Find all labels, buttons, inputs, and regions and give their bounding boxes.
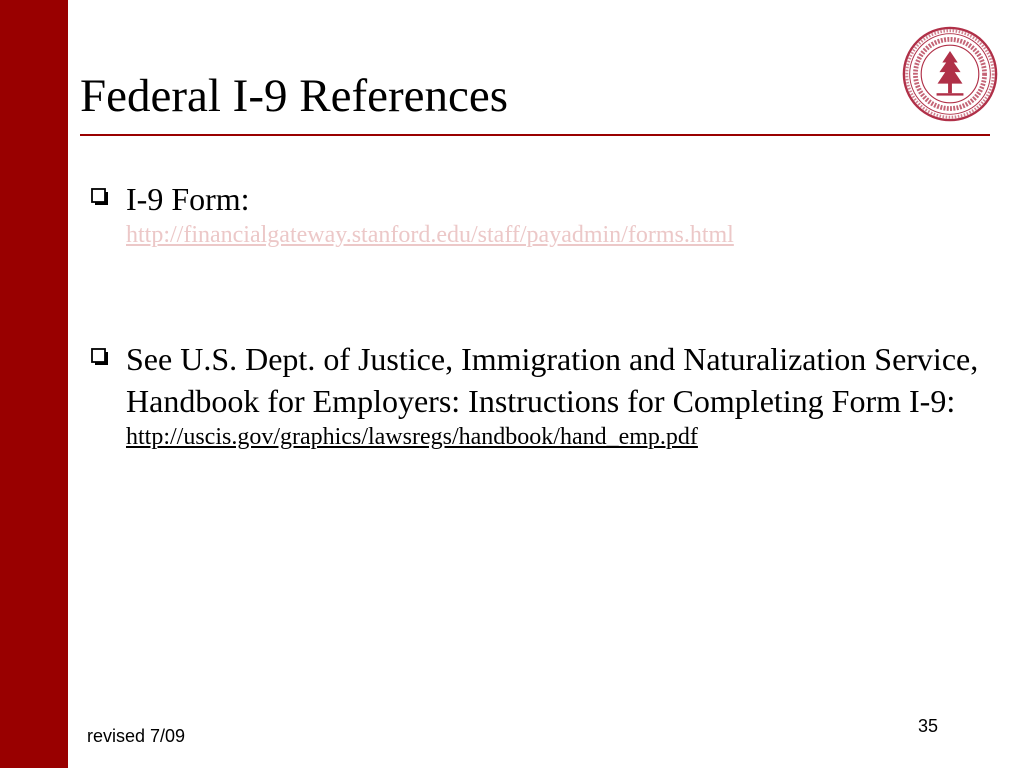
bullet-text: I-9 Form: [126, 181, 250, 217]
bullet-item-handbook [90, 338, 1005, 454]
handbook-pdf-link[interactable]: http://uscis.gov/graphics/lawsregs/handbook/hand_emp.pdf [126, 424, 698, 450]
slide-title: Federal I-9 References [80, 70, 508, 122]
checkbox-bullet-icon [90, 184, 110, 208]
checkbox-bullet-icon [90, 344, 110, 368]
bullet-item-i9-form [90, 178, 1005, 252]
slide-page-number: 35 [917, 716, 939, 736]
accent-sidebar-bar [0, 0, 68, 768]
footer-revised-date: revised 7/09 [87, 726, 186, 746]
stanford-university-seal-icon [902, 26, 998, 122]
i9-form-link[interactable]: http://financialgateway.stanford.edu/staff/payadmin/forms.html [126, 222, 734, 248]
bullet-text: See U.S. Dept. of Justice, Immigration and Naturalization Service, Handbook for Employers: Instructions for Completing Form I-9: [126, 341, 979, 419]
title-divider-line [80, 134, 990, 136]
